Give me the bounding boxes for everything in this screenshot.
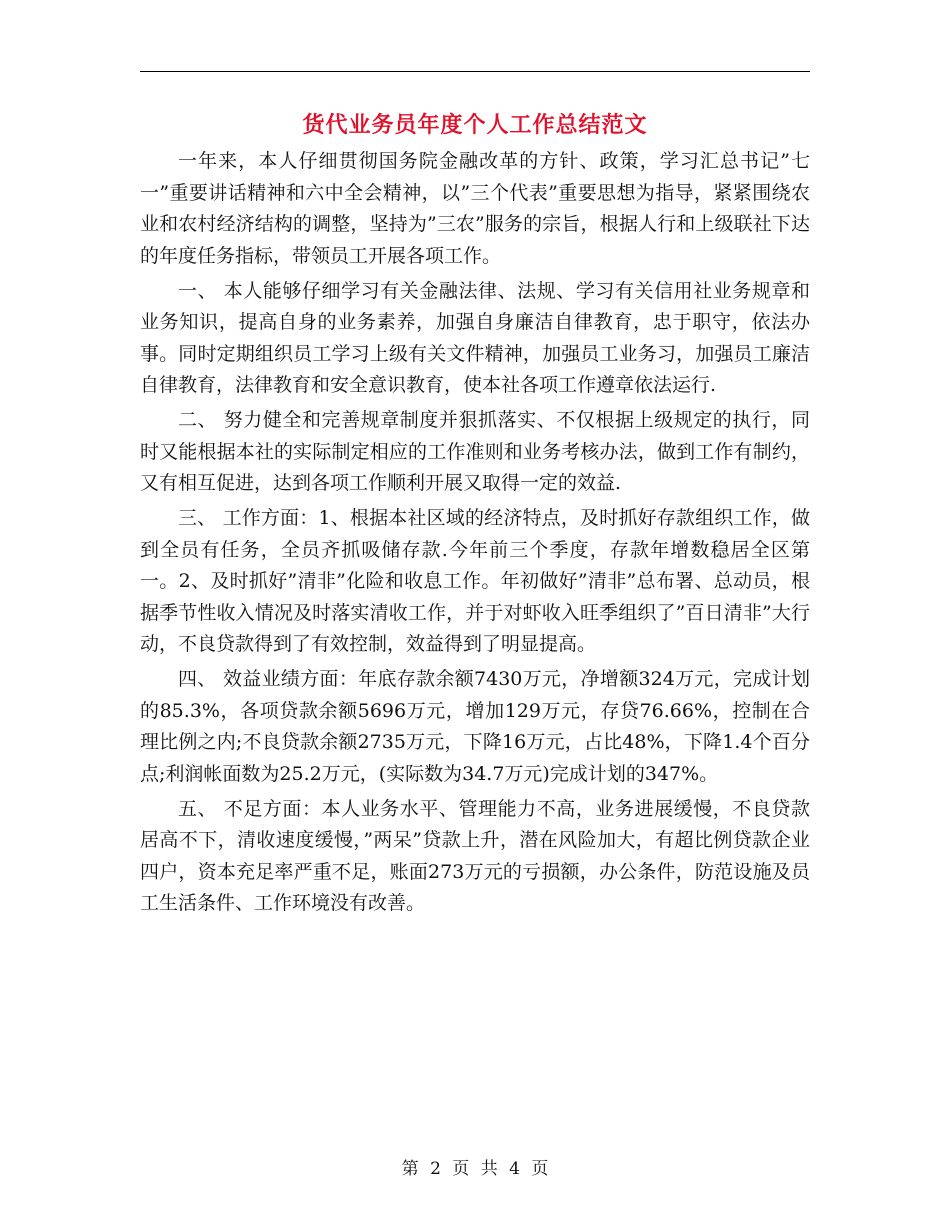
document-body (140, 146, 810, 923)
paragraph-intro: 一年来，本人仔细贯彻国务院金融改革的方针、政策，学习汇总书记”七一”重要讲话精神和六中全会精神，以”三个代表”重要思想为指导，紧紧围绕农业和农村经济结构的调整，坚持为”三农”服务的宗旨，根据人行和上级联社下达的年度任务指标，带领员工开展各项工作。 (140, 150, 810, 267)
paragraph-shortcomings: 五、 不足方面：本人业务水平、管理能力不高，业务进展缓慢，不良贷款居高不下，清收速度缓慢，”两呆”贷款上升，潜在风险加大，有超比例贷款企业四户，资本充足率严重不足，账面273万元的亏损额，办公条件，防范设施及员工生活条件、工作环境没有改善。 (140, 797, 810, 914)
footer-current-page: 2 (430, 1159, 441, 1179)
paragraph-work: 三、 工作方面：1、根据本社区域的经济特点，及时抓好存款组织工作，做到全员有任务，全员齐抓吸储存款.今年前三个季度，存款年增数稳居全区第一。2、及时抓好”清非”化险和收息工作。年初做好”清非”总布署、总动员，根据季节性收入情况及时落实清收工作，并于对虾收入旺季组织了”百日清非”大行动，不良贷款得到了有效控制，效益得到了明显提高。 (140, 507, 810, 655)
document-title: 货代业务员年度个人工作总结范文 (302, 112, 648, 138)
paragraph-study: 一、 本人能够仔细学习有关金融法律、法规、学习有关信用社业务规章和业务知识，提高自身的业务素养，加强自身廉洁自律教育，忠于职守，依法办事。同时定期组织员工学习上级有关文件精神，加强员工业务习，加强员工廉洁自律教育，法律教育和安全意识教育，使本社各项工作遵章依法运行. (140, 279, 810, 396)
paragraph-performance: 四、 效益业绩方面：年底存款余额7430万元，净增额324万元，完成计划的85.3%，各项贷款余额5696万元，增加129万元，存贷76.66%，控制在合理比例之内;不良贷款余额2735万元，下降16万元，占比48%，下降1.4个百分点;利润帐面数为25.2万元，(实际数为34.7万元)完成计划的347%。 (140, 668, 810, 785)
footer-prefix: 第 (401, 1159, 419, 1179)
page-footer (140, 1154, 810, 1179)
header-rule (140, 71, 810, 72)
footer-suffix: 页 (531, 1159, 549, 1179)
footer-total-pages: 4 (509, 1159, 520, 1179)
footer-page-word: 页 (452, 1159, 470, 1179)
footer-total-prefix: 共 (480, 1159, 498, 1179)
paragraph-rules: 二、 努力健全和完善规章制度并狠抓落实、不仅根据上级规定的执行，同时又能根据本社的实际制定相应的工作准则和业务考核办法，做到工作有制约，又有相互促进，达到各项工作顺利开展又取得一定的效益. (140, 409, 810, 494)
